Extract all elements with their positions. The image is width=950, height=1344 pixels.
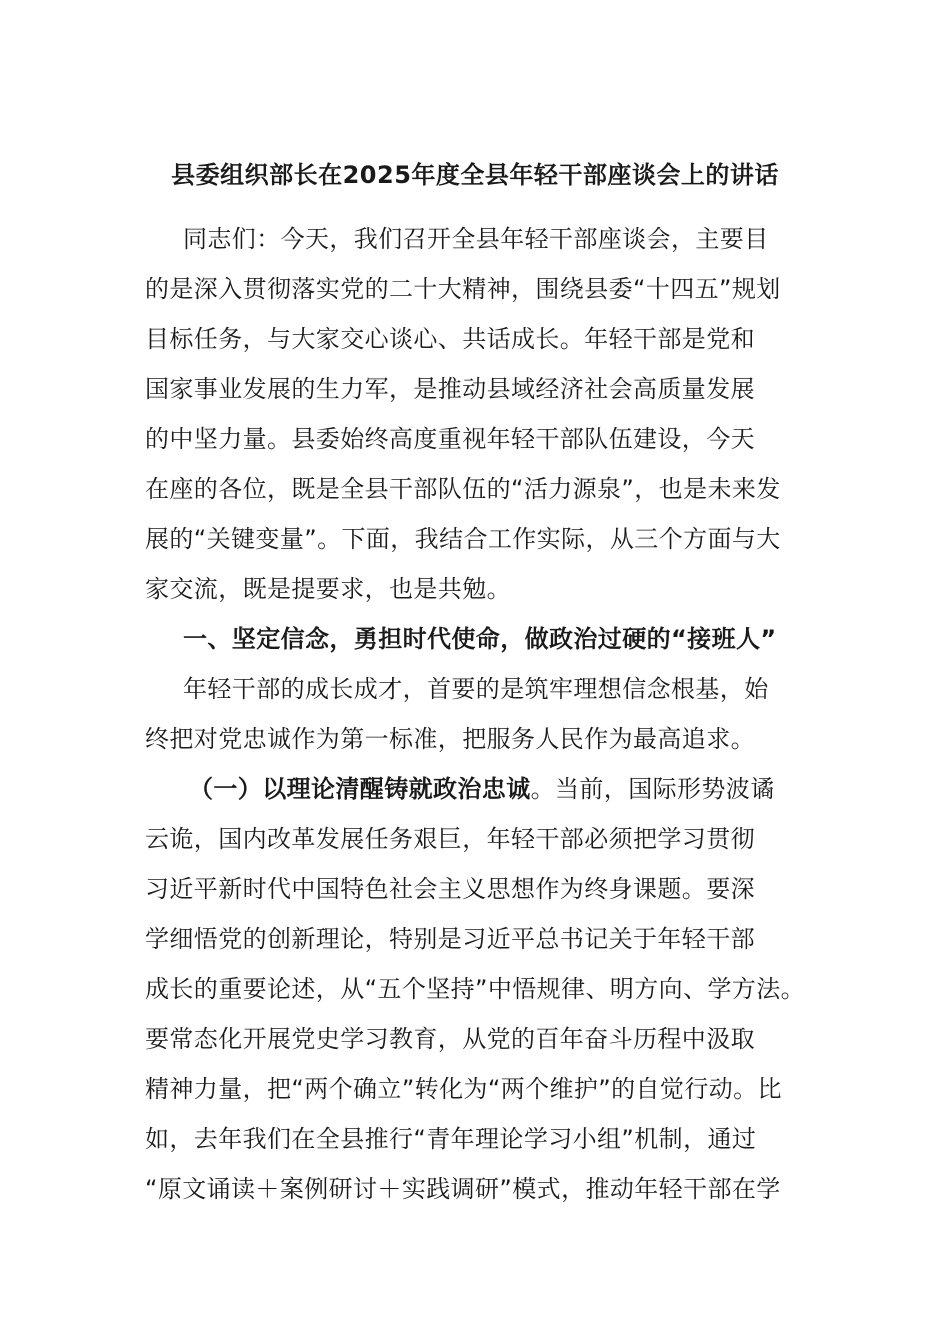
paragraph-line: 云诡，国内改革发展任务艰巨，年轻干部必须把学习贯彻 — [145, 825, 755, 853]
paragraph-line: 国家事业发展的生力军，是推动县域经济社会高质量发展 — [145, 375, 755, 403]
paragraph-line: 同志们：今天，我们召开全县年轻干部座谈会，主要目 — [183, 225, 769, 253]
paragraph-line: 年轻干部的成长成才，首要的是筑牢理想信念根基，始 — [183, 675, 769, 703]
document-body — [145, 214, 810, 1214]
paragraph-line: 家交流，既是提要求，也是共勉。 — [145, 575, 511, 603]
paragraph-line: 展的“关键变量”。下面，我结合工作实际，从三个方面与大 — [145, 525, 781, 553]
paragraph-line: 学细悟党的创新理论，特别是习近平总书记关于年轻干部 — [145, 925, 755, 953]
paragraph-line — [145, 764, 810, 814]
paragraph-line: 在座的各位，既是全县干部队伍的“活力源泉”，也是未来发 — [145, 475, 781, 503]
paragraph-line: 要常态化开展党史学习教育，从党的百年奋斗历程中汲取 — [145, 1025, 755, 1053]
subsection-heading: （一）以理论清醒铸就政治忠诚 — [189, 775, 531, 803]
paragraph-line: 终把对党忠诚作为第一标准，把服务人民作为最高追求。 — [145, 725, 755, 753]
paragraph-line: 成长的重要论述，从“五个坚持”中悟规律、明方向、学方法。 — [145, 975, 806, 1003]
paragraph-line: 习近平新时代中国特色社会主义思想作为终身课题。要深 — [145, 875, 755, 903]
paragraph-line: 目标任务，与大家交心谈心、共话成长。年轻干部是党和 — [145, 325, 755, 353]
paragraph-line: 的中坚力量。县委始终高度重视年轻干部队伍建设，今天 — [145, 425, 755, 453]
paragraph-line: “原文诵读＋案例研讨＋实践调研”模式，推动年轻干部在学 — [145, 1175, 781, 1203]
paragraph-line: 如，去年我们在全县推行“青年理论学习小组”机制，通过 — [145, 1125, 757, 1153]
paragraph-line: 的是深入贯彻落实党的二十大精神，围绕县委“十四五”规划 — [145, 275, 781, 303]
document-title: 县委组织部长在2025年度全县年轻干部座谈会上的讲话 — [171, 161, 779, 189]
paragraph-text: 。当前，国际形势波谲 — [530, 775, 775, 803]
paragraph-line: 精神力量，把“两个确立”转化为“两个维护”的自觉行动。比 — [145, 1075, 782, 1103]
section-heading: 一、坚定信念，勇担时代使命，做政治过硬的“接班人” — [183, 625, 777, 653]
